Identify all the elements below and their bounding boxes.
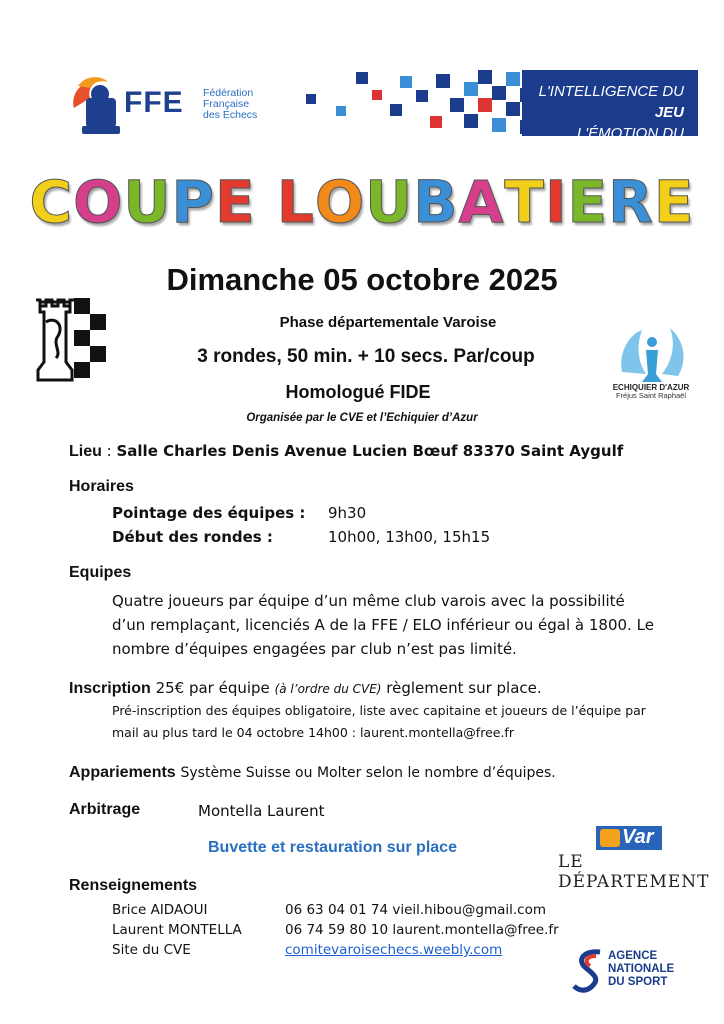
- azur-city: Fréjus Saint Raphaël: [615, 391, 687, 400]
- event-title: [0, 168, 724, 236]
- slogan-line-2-b: SPORT: [632, 146, 684, 163]
- debut-value: 10h00, 13h00, 15h15: [328, 528, 491, 546]
- ans-line-1: AGENCE: [608, 950, 658, 962]
- arbitrage-value: Montella Laurent: [198, 802, 325, 820]
- var-logo-word: Var: [622, 826, 654, 848]
- preinscription-text: Pré-inscription des équipes obligatoire, liste avec capitaine et joueurs de l’équipe par mail au plus tard le 04 octobre 14h00 : laurent.montella@free.fr: [112, 703, 646, 740]
- title-letter: U: [123, 168, 172, 236]
- ans-line-2: NATIONALE: [608, 963, 675, 975]
- slogan-line-2: [522, 123, 684, 165]
- ffe-full-name: [203, 88, 257, 121]
- title-letter: R: [608, 168, 654, 236]
- var-departement-label: LE DÉPARTEMENT: [558, 852, 710, 892]
- ans-name: [608, 950, 674, 989]
- event-date: Dimanche 05 octobre 2025: [166, 262, 558, 297]
- event-rounds: 3 rondes, 50 min. + 10 secs. Par/coup: [197, 346, 535, 367]
- slogan-line-1: [522, 81, 684, 123]
- event-organizer: Organisée par le CVE et l’Echiquier d’Azur: [246, 412, 478, 424]
- arbitrage-label: Arbitrage: [69, 801, 141, 818]
- renseignements-label: Renseignements: [69, 877, 198, 894]
- title-letter: O: [73, 168, 124, 236]
- title-letter: E: [653, 168, 695, 236]
- ans-line-3: DU SPORT: [608, 976, 668, 988]
- event-fide: Homologué FIDE: [285, 382, 431, 402]
- equipes-text: Quatre joueurs par équipe d’un même club varois avec la possibilité d’un remplaçant, licenciés A de la FFE / ELO inférieur ou égal à 1800. Le nombre d’équipes engagées par club n’est pas limité.: [112, 592, 654, 658]
- title-letter: A: [458, 168, 505, 236]
- contact-name-3: Site du CVE: [112, 942, 191, 958]
- contact-name-1: Brice AIDAOUI: [112, 902, 208, 918]
- appariements-value: Système Suisse ou Molter selon le nombre d’équipes.: [180, 765, 556, 781]
- title-letter: U: [365, 168, 414, 236]
- echiquier-azur-caption: [604, 384, 698, 400]
- title-letter: [256, 168, 277, 236]
- inscription-label: Inscription: [69, 680, 151, 697]
- lieu-label: Lieu: [69, 443, 102, 460]
- title-letter: I: [544, 168, 568, 236]
- var-sun-icon: [600, 829, 620, 847]
- contact-name-2: Laurent MONTELLA: [112, 922, 242, 938]
- title-letter: L: [276, 168, 315, 236]
- contact-info-1: 06 63 04 01 74 vieil.hibou@gmail.com: [285, 902, 546, 918]
- lieu-value: Salle Charles Denis Avenue Lucien Bœuf 83370 Saint Aygulf: [116, 442, 624, 460]
- ffe-slogan: [522, 70, 698, 163]
- title-letter: E: [215, 168, 256, 236]
- ffe-sub-2: Française: [203, 98, 250, 110]
- debut-label: Début des rondes :: [112, 528, 273, 546]
- inscription-note: (à l’ordre du CVE): [274, 682, 382, 696]
- title-letter: E: [567, 168, 609, 236]
- title-letter: B: [413, 168, 459, 236]
- ffe-sub-3: des Échecs: [203, 109, 258, 121]
- title-letter: T: [504, 168, 545, 236]
- appariements-line: [69, 761, 556, 784]
- pointage-value: 9h30: [328, 504, 367, 522]
- slogan-line-1-b: JEU: [654, 104, 684, 121]
- cve-rook-logo: [26, 292, 118, 384]
- title-letter: O: [314, 168, 366, 236]
- contact-info-2: 06 74 59 80 10 laurent.montella@free.fr: [285, 922, 559, 938]
- inscription-line: [69, 677, 542, 700]
- event-phase: Phase départementale Varoise: [279, 314, 497, 331]
- title-letter: P: [171, 168, 216, 236]
- azur-name: ECHIQUIER D'AZUR: [612, 383, 690, 392]
- horaires-label: Horaires: [69, 478, 134, 495]
- equipes-label: Equipes: [69, 564, 132, 581]
- appariements-label: Appariements: [69, 764, 176, 781]
- buvette-notice: Buvette et restauration sur place: [208, 839, 457, 856]
- lieu-sep: :: [101, 442, 117, 460]
- inscription-price: 25€ par équipe: [155, 679, 270, 697]
- cve-website-link[interactable]: comitevaroisechecs.weebly.com: [285, 942, 503, 958]
- title-letter: C: [29, 168, 74, 236]
- ffe-sub-1: Fédération: [203, 87, 254, 99]
- slogan-line-2-a: L'ÉMOTION DU: [576, 125, 684, 142]
- checker-banner-decoration: [300, 68, 550, 140]
- slogan-line-1-a: L'INTELLIGENCE DU: [538, 83, 684, 100]
- inscription-tail: règlement sur place.: [386, 679, 542, 697]
- lieu-line: [69, 440, 623, 463]
- ffe-acronym: FFE: [124, 86, 184, 119]
- pointage-label: Pointage des équipes :: [112, 504, 306, 522]
